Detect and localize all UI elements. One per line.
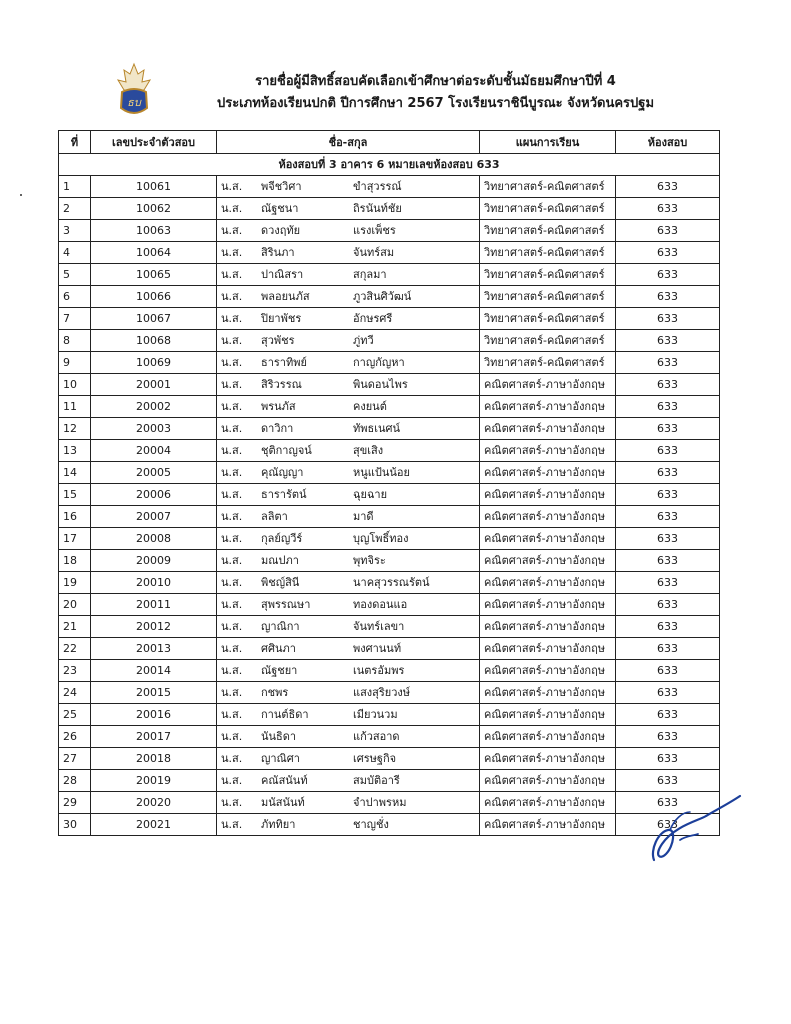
exam-room: 633 bbox=[616, 594, 720, 616]
header-name: ชื่อ-สกุล bbox=[217, 131, 480, 154]
full-name bbox=[217, 198, 480, 220]
full-name bbox=[217, 638, 480, 660]
exam-room: 633 bbox=[616, 638, 720, 660]
row-number: 24 bbox=[59, 682, 91, 704]
first-name: มนัสนันท์ bbox=[261, 796, 305, 809]
name-prefix: น.ส. bbox=[221, 488, 243, 501]
first-name: นันธิดา bbox=[261, 730, 297, 743]
row-number: 6 bbox=[59, 286, 91, 308]
row-number: 2 bbox=[59, 198, 91, 220]
row-number: 13 bbox=[59, 440, 91, 462]
full-name bbox=[217, 814, 480, 836]
last-name: หนูแป้นน้อย bbox=[353, 466, 410, 479]
row-number: 22 bbox=[59, 638, 91, 660]
full-name bbox=[217, 550, 480, 572]
first-name: ธารารัตน์ bbox=[261, 488, 307, 501]
full-name bbox=[217, 418, 480, 440]
exam-room: 633 bbox=[616, 748, 720, 770]
row-number: 8 bbox=[59, 330, 91, 352]
exam-room: 633 bbox=[616, 726, 720, 748]
row-number: 27 bbox=[59, 748, 91, 770]
first-name: พลอยนภัส bbox=[261, 290, 310, 303]
row-number: 18 bbox=[59, 550, 91, 572]
row-number: 19 bbox=[59, 572, 91, 594]
table-row bbox=[59, 792, 720, 814]
name-prefix: น.ส. bbox=[221, 642, 243, 655]
last-name: แรงเพ็ชร bbox=[353, 224, 396, 237]
table-row bbox=[59, 176, 720, 198]
exam-id: 20017 bbox=[91, 726, 217, 748]
full-name bbox=[217, 220, 480, 242]
exam-room: 633 bbox=[616, 484, 720, 506]
first-name: ชุติกาญจน์ bbox=[261, 444, 312, 457]
exam-room: 633 bbox=[616, 286, 720, 308]
header-exam-id: เลขประจำตัวสอบ bbox=[91, 131, 217, 154]
table-row bbox=[59, 572, 720, 594]
row-number: 20 bbox=[59, 594, 91, 616]
last-name: บุญโพธิ์ทอง bbox=[353, 532, 409, 545]
study-plan: คณิตศาสตร์-ภาษาอังกฤษ bbox=[480, 484, 616, 506]
header-exam-room: ห้องสอบ bbox=[616, 131, 720, 154]
first-name: ดาวิกา bbox=[261, 422, 294, 435]
study-plan: วิทยาศาสตร์-คณิตศาสตร์ bbox=[480, 220, 616, 242]
last-name: จันทร์เลขา bbox=[353, 620, 405, 633]
last-name: ภู่ทวี bbox=[353, 334, 374, 347]
first-name: สิริวรรณ bbox=[261, 378, 302, 391]
last-name: พงศานนท์ bbox=[353, 642, 402, 655]
study-plan: คณิตศาสตร์-ภาษาอังกฤษ bbox=[480, 572, 616, 594]
exam-room: 633 bbox=[616, 220, 720, 242]
exam-room: 633 bbox=[616, 572, 720, 594]
last-name: พินดอนไพร bbox=[353, 378, 408, 391]
last-name: ขำสุวรรณ์ bbox=[353, 180, 402, 193]
exam-id: 20004 bbox=[91, 440, 217, 462]
table-row bbox=[59, 550, 720, 572]
full-name bbox=[217, 440, 480, 462]
full-name bbox=[217, 330, 480, 352]
exam-room: 633 bbox=[616, 704, 720, 726]
row-number: 3 bbox=[59, 220, 91, 242]
exam-room: 633 bbox=[616, 550, 720, 572]
section-title: ห้องสอบที่ 3 อาคาร 6 หมายเลขห้องสอบ 633 bbox=[59, 154, 720, 176]
table-row bbox=[59, 506, 720, 528]
name-prefix: น.ส. bbox=[221, 796, 243, 809]
first-name: ศศินภา bbox=[261, 642, 296, 655]
last-name: พุทจิระ bbox=[353, 554, 386, 567]
exam-room: 633 bbox=[616, 176, 720, 198]
table-row bbox=[59, 462, 720, 484]
study-plan: วิทยาศาสตร์-คณิตศาสตร์ bbox=[480, 198, 616, 220]
name-prefix: น.ส. bbox=[221, 730, 243, 743]
exam-id: 20011 bbox=[91, 594, 217, 616]
full-name bbox=[217, 374, 480, 396]
study-plan: คณิตศาสตร์-ภาษาอังกฤษ bbox=[480, 550, 616, 572]
exam-room: 633 bbox=[616, 352, 720, 374]
name-prefix: น.ส. bbox=[221, 532, 243, 545]
exam-room: 633 bbox=[616, 462, 720, 484]
exam-id: 20012 bbox=[91, 616, 217, 638]
exam-room: 633 bbox=[616, 528, 720, 550]
last-name: สุขเสิง bbox=[353, 444, 384, 457]
study-plan: วิทยาศาสตร์-คณิตศาสตร์ bbox=[480, 264, 616, 286]
last-name: เมียวนวม bbox=[353, 708, 398, 721]
name-prefix: น.ส. bbox=[221, 774, 243, 787]
full-name bbox=[217, 572, 480, 594]
full-name bbox=[217, 704, 480, 726]
exam-room: 633 bbox=[616, 198, 720, 220]
row-number: 4 bbox=[59, 242, 91, 264]
row-number: 17 bbox=[59, 528, 91, 550]
row-number: 29 bbox=[59, 792, 91, 814]
exam-id: 20014 bbox=[91, 660, 217, 682]
exam-id: 10066 bbox=[91, 286, 217, 308]
first-name: ลลิตา bbox=[261, 510, 288, 523]
document-subtitle: ประเภทห้องเรียนปกติ ปีการศึกษา 2567 โรงเรียนราชินีบูรณะ จังหวัดนครปฐม bbox=[216, 96, 655, 111]
full-name bbox=[217, 506, 480, 528]
name-prefix: น.ส. bbox=[221, 576, 243, 589]
last-name: เศรษฐกิจ bbox=[353, 752, 397, 765]
name-prefix: น.ส. bbox=[221, 444, 243, 457]
full-name bbox=[217, 594, 480, 616]
exam-id: 10065 bbox=[91, 264, 217, 286]
table-header-row bbox=[59, 131, 720, 154]
exam-room: 633 bbox=[616, 264, 720, 286]
last-name: ทองดอนแอ bbox=[353, 598, 408, 611]
study-plan: คณิตศาสตร์-ภาษาอังกฤษ bbox=[480, 418, 616, 440]
name-prefix: น.ส. bbox=[221, 356, 243, 369]
exam-room: 633 bbox=[616, 770, 720, 792]
first-name: ปิยาพัชร bbox=[261, 312, 302, 325]
full-name bbox=[217, 726, 480, 748]
name-prefix: น.ส. bbox=[221, 818, 243, 831]
exam-id: 20020 bbox=[91, 792, 217, 814]
exam-room: 633 bbox=[616, 506, 720, 528]
last-name: คงยนต์ bbox=[353, 400, 387, 413]
document-title: รายชื่อผู้มีสิทธิ์สอบคัดเลือกเข้าศึกษาต่อระดับชั้นมัธยมศึกษาปีที่ 4 bbox=[255, 74, 616, 89]
full-name bbox=[217, 770, 480, 792]
last-name: จันทร์สม bbox=[353, 246, 395, 259]
full-name bbox=[217, 484, 480, 506]
study-plan: คณิตศาสตร์-ภาษาอังกฤษ bbox=[480, 814, 616, 836]
name-prefix: น.ส. bbox=[221, 752, 243, 765]
study-plan: คณิตศาสตร์-ภาษาอังกฤษ bbox=[480, 396, 616, 418]
last-name: ถิรนันท์ชัย bbox=[353, 202, 402, 215]
study-plan: วิทยาศาสตร์-คณิตศาสตร์ bbox=[480, 308, 616, 330]
row-number: 30 bbox=[59, 814, 91, 836]
last-name: แก้วสอาด bbox=[353, 730, 400, 743]
table-row bbox=[59, 484, 720, 506]
name-prefix: น.ส. bbox=[221, 422, 243, 435]
section-row bbox=[59, 154, 720, 176]
first-name: สุพรรณษา bbox=[261, 598, 311, 611]
last-name: แสงสุริยวงษ์ bbox=[353, 686, 411, 699]
table-row bbox=[59, 242, 720, 264]
study-plan: วิทยาศาสตร์-คณิตศาสตร์ bbox=[480, 330, 616, 352]
name-prefix: น.ส. bbox=[221, 466, 243, 479]
header-no: ที่ bbox=[59, 131, 91, 154]
exam-room: 633 bbox=[616, 792, 720, 814]
study-plan: คณิตศาสตร์-ภาษาอังกฤษ bbox=[480, 638, 616, 660]
table-row bbox=[59, 616, 720, 638]
exam-id: 10068 bbox=[91, 330, 217, 352]
study-plan: คณิตศาสตร์-ภาษาอังกฤษ bbox=[480, 440, 616, 462]
candidate-table bbox=[58, 130, 720, 836]
table-row bbox=[59, 418, 720, 440]
table-row bbox=[59, 374, 720, 396]
first-name: ณัฐชยา bbox=[261, 664, 298, 677]
exam-room: 633 bbox=[616, 242, 720, 264]
table-row bbox=[59, 286, 720, 308]
first-name: มณปภา bbox=[261, 554, 299, 567]
last-name: ฉุยฉาย bbox=[353, 488, 388, 501]
row-number: 15 bbox=[59, 484, 91, 506]
name-prefix: น.ส. bbox=[221, 334, 243, 347]
row-number: 12 bbox=[59, 418, 91, 440]
name-prefix: น.ส. bbox=[221, 268, 243, 281]
row-number: 16 bbox=[59, 506, 91, 528]
last-name: มาดี bbox=[353, 510, 374, 523]
table-row bbox=[59, 814, 720, 836]
name-prefix: น.ส. bbox=[221, 510, 243, 523]
full-name bbox=[217, 616, 480, 638]
last-name: ชาญชั่ง bbox=[353, 818, 389, 831]
exam-room: 633 bbox=[616, 616, 720, 638]
exam-room: 633 bbox=[616, 682, 720, 704]
row-number: 21 bbox=[59, 616, 91, 638]
row-number: 28 bbox=[59, 770, 91, 792]
table-row bbox=[59, 198, 720, 220]
name-prefix: น.ส. bbox=[221, 598, 243, 611]
exam-id: 20006 bbox=[91, 484, 217, 506]
full-name bbox=[217, 352, 480, 374]
name-prefix: น.ส. bbox=[221, 180, 243, 193]
exam-room: 633 bbox=[616, 418, 720, 440]
table-row bbox=[59, 770, 720, 792]
table-row bbox=[59, 352, 720, 374]
row-number: 7 bbox=[59, 308, 91, 330]
full-name bbox=[217, 660, 480, 682]
last-name: จำปาพรหม bbox=[353, 796, 407, 809]
first-name: ภัททิยา bbox=[261, 818, 296, 831]
full-name bbox=[217, 682, 480, 704]
first-name: ดวงฤทัย bbox=[261, 224, 301, 237]
first-name: ญาณิกา bbox=[261, 620, 300, 633]
exam-id: 20003 bbox=[91, 418, 217, 440]
name-prefix: น.ส. bbox=[221, 708, 243, 721]
first-name: ธาราทิพย์ bbox=[261, 356, 307, 369]
first-name: กุลย์ญวีร์ bbox=[261, 532, 303, 545]
exam-id: 20021 bbox=[91, 814, 217, 836]
row-number: 26 bbox=[59, 726, 91, 748]
full-name bbox=[217, 462, 480, 484]
exam-id: 20002 bbox=[91, 396, 217, 418]
table-row bbox=[59, 528, 720, 550]
table-row bbox=[59, 440, 720, 462]
exam-room: 633 bbox=[616, 396, 720, 418]
last-name: เนตรอัมพร bbox=[353, 664, 405, 677]
table-row bbox=[59, 330, 720, 352]
row-number: 25 bbox=[59, 704, 91, 726]
exam-id: 20016 bbox=[91, 704, 217, 726]
exam-room: 633 bbox=[616, 330, 720, 352]
study-plan: คณิตศาสตร์-ภาษาอังกฤษ bbox=[480, 462, 616, 484]
study-plan: คณิตศาสตร์-ภาษาอังกฤษ bbox=[480, 506, 616, 528]
full-name bbox=[217, 748, 480, 770]
study-plan: คณิตศาสตร์-ภาษาอังกฤษ bbox=[480, 682, 616, 704]
table-row bbox=[59, 748, 720, 770]
first-name: กชพร bbox=[261, 686, 289, 699]
row-number: 1 bbox=[59, 176, 91, 198]
exam-id: 20008 bbox=[91, 528, 217, 550]
name-prefix: น.ส. bbox=[221, 620, 243, 633]
full-name bbox=[217, 528, 480, 550]
exam-room: 633 bbox=[616, 374, 720, 396]
table-row bbox=[59, 660, 720, 682]
study-plan: คณิตศาสตร์-ภาษาอังกฤษ bbox=[480, 726, 616, 748]
name-prefix: น.ส. bbox=[221, 664, 243, 677]
first-name: ญาณิศา bbox=[261, 752, 300, 765]
header-study-plan: แผนการเรียน bbox=[480, 131, 616, 154]
exam-id: 10063 bbox=[91, 220, 217, 242]
exam-id: 20010 bbox=[91, 572, 217, 594]
row-number: 11 bbox=[59, 396, 91, 418]
exam-room: 633 bbox=[616, 814, 720, 836]
exam-id: 10069 bbox=[91, 352, 217, 374]
table-row bbox=[59, 638, 720, 660]
logo-monogram: ธบ bbox=[127, 96, 141, 109]
exam-room: 633 bbox=[616, 308, 720, 330]
exam-id: 10062 bbox=[91, 198, 217, 220]
table-row bbox=[59, 308, 720, 330]
study-plan: วิทยาศาสตร์-คณิตศาสตร์ bbox=[480, 242, 616, 264]
exam-id: 20009 bbox=[91, 550, 217, 572]
last-name: กาญกัญหา bbox=[353, 356, 405, 369]
study-plan: วิทยาศาสตร์-คณิตศาสตร์ bbox=[480, 352, 616, 374]
first-name: ณัฐชนา bbox=[261, 202, 299, 215]
last-name: อักษรศรี bbox=[353, 312, 393, 325]
exam-id: 10061 bbox=[91, 176, 217, 198]
last-name: นาคสุวรรณรัตน์ bbox=[353, 576, 430, 589]
table-row bbox=[59, 594, 720, 616]
exam-id: 20001 bbox=[91, 374, 217, 396]
study-plan: วิทยาศาสตร์-คณิตศาสตร์ bbox=[480, 176, 616, 198]
table-row bbox=[59, 220, 720, 242]
signature-icon bbox=[640, 790, 750, 870]
name-prefix: น.ส. bbox=[221, 224, 243, 237]
row-number: 23 bbox=[59, 660, 91, 682]
exam-id: 20013 bbox=[91, 638, 217, 660]
full-name bbox=[217, 792, 480, 814]
study-plan: คณิตศาสตร์-ภาษาอังกฤษ bbox=[480, 374, 616, 396]
row-number: 14 bbox=[59, 462, 91, 484]
row-number: 5 bbox=[59, 264, 91, 286]
study-plan: คณิตศาสตร์-ภาษาอังกฤษ bbox=[480, 528, 616, 550]
exam-id: 20005 bbox=[91, 462, 217, 484]
study-plan: คณิตศาสตร์-ภาษาอังกฤษ bbox=[480, 748, 616, 770]
first-name: พจีชวิศา bbox=[261, 180, 302, 193]
first-name: สิรินภา bbox=[261, 246, 295, 259]
full-name bbox=[217, 308, 480, 330]
row-number: 10 bbox=[59, 374, 91, 396]
table-row bbox=[59, 264, 720, 286]
name-prefix: น.ส. bbox=[221, 290, 243, 303]
first-name: พรนภัส bbox=[261, 400, 296, 413]
full-name bbox=[217, 286, 480, 308]
name-prefix: น.ส. bbox=[221, 378, 243, 391]
study-plan: คณิตศาสตร์-ภาษาอังกฤษ bbox=[480, 770, 616, 792]
name-prefix: น.ส. bbox=[221, 686, 243, 699]
study-plan: วิทยาศาสตร์-คณิตศาสตร์ bbox=[480, 286, 616, 308]
first-name: คุณัญญา bbox=[261, 466, 304, 479]
last-name: ทัพธเนศน์ bbox=[353, 422, 400, 435]
full-name bbox=[217, 264, 480, 286]
name-prefix: น.ส. bbox=[221, 202, 243, 215]
exam-id: 20018 bbox=[91, 748, 217, 770]
exam-id: 10067 bbox=[91, 308, 217, 330]
table-row bbox=[59, 682, 720, 704]
name-prefix: น.ส. bbox=[221, 554, 243, 567]
first-name: ปาณิสรา bbox=[261, 268, 304, 281]
full-name bbox=[217, 176, 480, 198]
name-prefix: น.ส. bbox=[221, 312, 243, 325]
table-row bbox=[59, 726, 720, 748]
table-row bbox=[59, 704, 720, 726]
full-name bbox=[217, 242, 480, 264]
last-name: ภูวสินศิวัฒน์ bbox=[353, 290, 412, 303]
exam-id: 20007 bbox=[91, 506, 217, 528]
exam-id: 20019 bbox=[91, 770, 217, 792]
last-name: สมบัติอารี bbox=[353, 774, 400, 787]
first-name: พิชญ์สินี bbox=[261, 576, 300, 589]
scan-speck bbox=[20, 194, 22, 196]
exam-id: 10064 bbox=[91, 242, 217, 264]
row-number: 9 bbox=[59, 352, 91, 374]
first-name: คณัสนันท์ bbox=[261, 774, 308, 787]
name-prefix: น.ส. bbox=[221, 400, 243, 413]
exam-room: 633 bbox=[616, 660, 720, 682]
full-name bbox=[217, 396, 480, 418]
study-plan: คณิตศาสตร์-ภาษาอังกฤษ bbox=[480, 594, 616, 616]
exam-room: 633 bbox=[616, 440, 720, 462]
study-plan: คณิตศาสตร์-ภาษาอังกฤษ bbox=[480, 704, 616, 726]
study-plan: คณิตศาสตร์-ภาษาอังกฤษ bbox=[480, 792, 616, 814]
table-row bbox=[59, 396, 720, 418]
first-name: กานต์ธิดา bbox=[261, 708, 309, 721]
exam-id: 20015 bbox=[91, 682, 217, 704]
last-name: สกุลมา bbox=[353, 268, 387, 281]
study-plan: คณิตศาสตร์-ภาษาอังกฤษ bbox=[480, 616, 616, 638]
name-prefix: น.ส. bbox=[221, 246, 243, 259]
first-name: สุวพัชร bbox=[261, 334, 295, 347]
study-plan: คณิตศาสตร์-ภาษาอังกฤษ bbox=[480, 660, 616, 682]
